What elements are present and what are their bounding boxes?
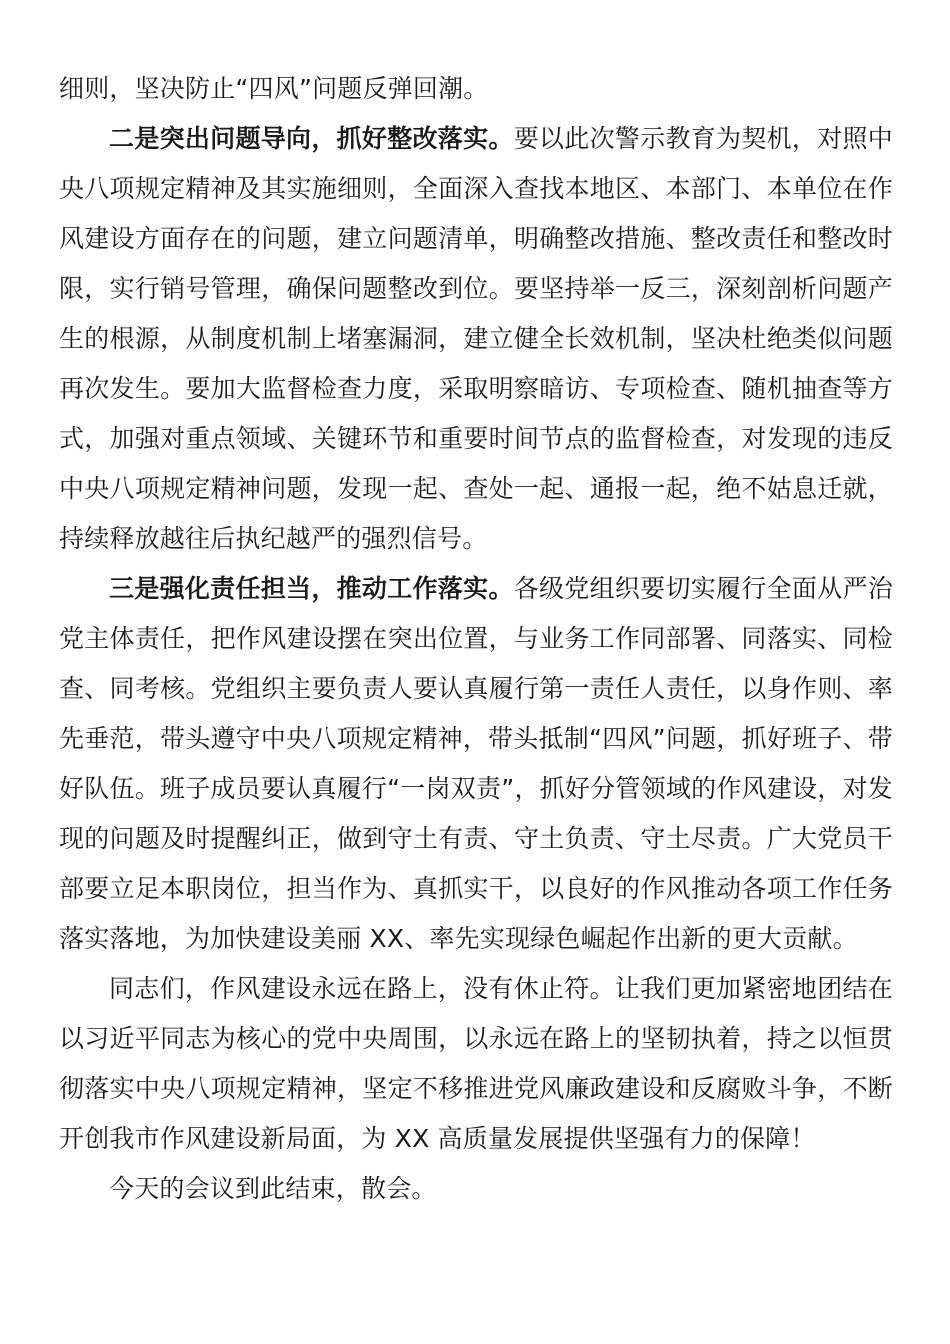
paragraph-text: 要以此次警示教育为契机，对照中央八项规定精神及其实施细则，全面深入查找本地区、本部门、本单位在作风建设方面存在的问题，建立问题清单，明确整改措施、整改责任和整改时限，实行销号管理，确保问题整改到位。要坚持举一反三，深刻剖析问题产生的根源，从制度机制上堵塞漏洞，建立健全长效机制，坚决杜绝类似问题再次发生。要加大监督检查力度，采取明察暗访、专项检查、随机抽查等方式，加强对重点领域、关键环节和重要时间节点的监督检查，对发现的违反中央八项规定精神问题，发现一起、查处一起、通报一起，绝不姑息迁就，持续释放越往后执纪越严的强烈信号。 (59, 124, 893, 553)
paragraph-meeting-end (59, 1164, 893, 1214)
paragraph-lead-heading: 三是强化责任担当，推动工作落实。 (109, 574, 514, 603)
paragraph-text: 今天的会议到此结束，散会。 (109, 1174, 437, 1203)
paragraph-point-three (59, 564, 893, 964)
paragraph-text: 各级党组织要切实履行全面从严治党主体责任，把作风建设摆在突出位置，与业务工作同部署、同落实、同检查、同考核。党组织主要负责人要认真履行第一责任人责任，以身作则、率先垂范，带头遵守中央八项规定精神，带头抵制“四风”问题，抓好班子、带好队伍。班子成员要认真履行“一岗双责”，抓好分管领域的作风建设，对发现的问题及时提醒纠正，做到守土有责、守土负责、守土尽责。广大党员干部要立足本职岗位，担当作为、真抓实干，以良好的作风推动各项工作任务落实落地，为加快建设美丽 XX、率先实现绿色崛起作出新的更大贡献。 (59, 574, 893, 953)
paragraph-point-two (59, 114, 893, 564)
paragraph-continuation (59, 64, 893, 114)
paragraph-text: 细则，坚决防止“四风”问题反弹回潮。 (59, 74, 489, 103)
document-page (59, 64, 893, 1214)
paragraph-closing-call (59, 964, 893, 1164)
paragraph-lead-heading: 二是突出问题导向，抓好整改落实。 (109, 124, 514, 153)
paragraph-text: 同志们，作风建设永远在路上，没有休止符。让我们更加紧密地团结在以习近平同志为核心的党中央周围，以永远在路上的坚韧执着，持之以恒贯彻落实中央八项规定精神，坚定不移推进党风廉政建设和反腐败斗争，不断开创我市作风建设新局面，为 XX 高质量发展提供坚强有力的保障！ (59, 974, 893, 1153)
